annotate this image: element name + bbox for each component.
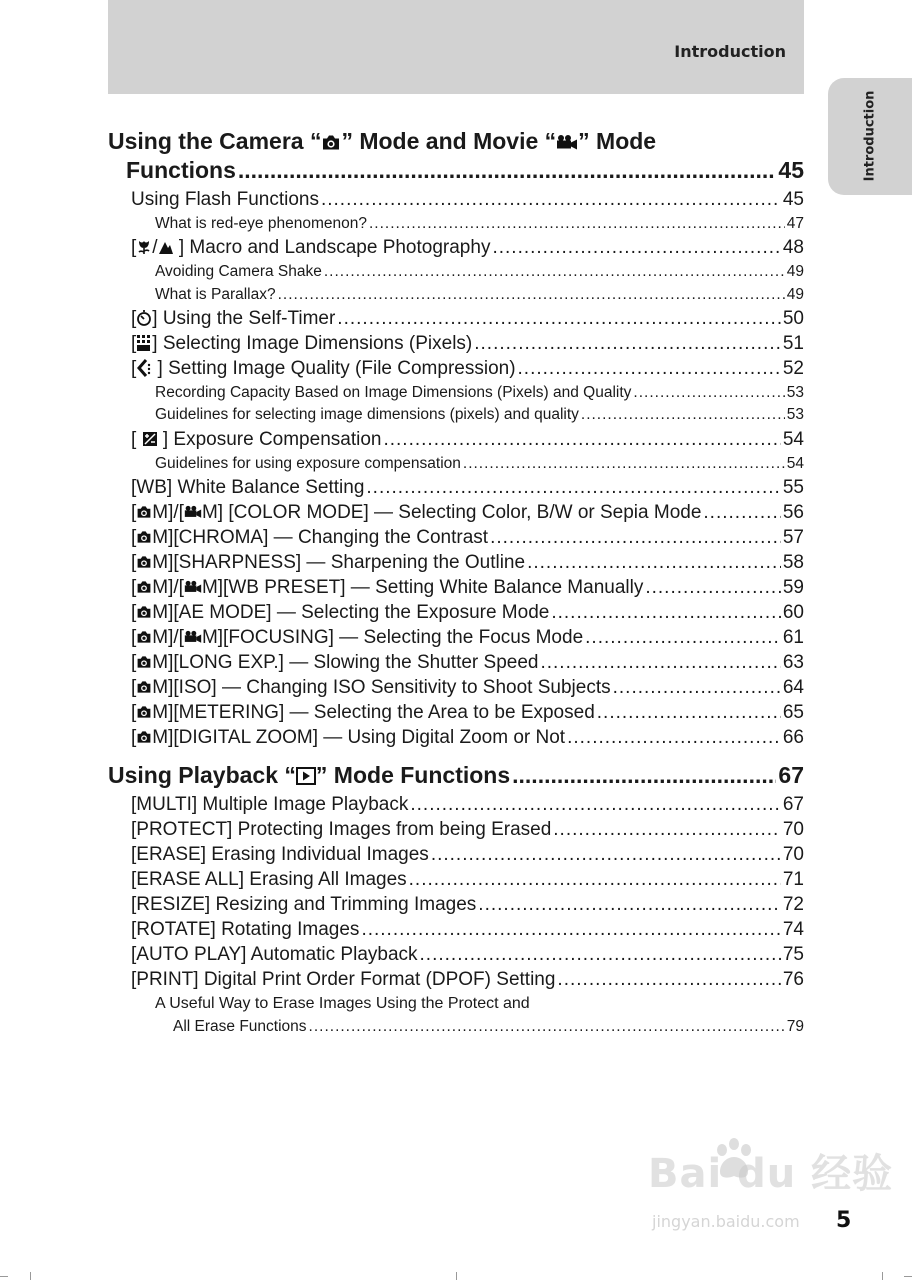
side-tab-label: Introduction	[862, 90, 878, 182]
movie-camera-icon	[184, 580, 202, 594]
toc-entry[interactable]: [ M][DIGITAL ZOOM] — Using Digital Zoom or Not ..... 66	[131, 727, 804, 749]
toc-entry[interactable]: [ M][CHROMA] — Changing the Contrast ..... 57	[131, 527, 804, 549]
toc-entry[interactable]: [ / ] Macro and Landscape Photography ..... 48	[131, 237, 804, 259]
header-bar	[108, 0, 804, 94]
toc-entry[interactable]: Using Flash Functions ..... 45	[131, 189, 804, 211]
watermark-url: jingyan.baidu.com	[652, 1212, 800, 1231]
toc-subentry-line1: A Useful Way to Erase Images Using the Protect and	[155, 995, 530, 1012]
trim-mark	[456, 1272, 457, 1280]
toc-entry[interactable]: [WB] White Balance Setting ..... 55	[131, 477, 804, 499]
toc-entry[interactable]: [ M][AE MODE] — Selecting the Exposure Mode ..... 60	[131, 602, 804, 624]
footer-page-number: 5	[836, 1208, 852, 1233]
toc-subentry[interactable]: Avoiding Camera Shake ..... 49	[155, 263, 804, 281]
toc-entry[interactable]: [ ] Using the Self-Timer ..... 50	[131, 308, 804, 330]
toc-entry[interactable]: [ M][LONG EXP.] — Slowing the Shutter Speed ..... 63	[131, 652, 804, 674]
camera-icon	[321, 134, 341, 151]
toc-entry[interactable]: [PROTECT] Protecting Images from being Erased ..... 70	[131, 819, 804, 841]
camera-icon	[136, 630, 152, 644]
toc-subentry[interactable]: What is Parallax? ..... 49	[155, 286, 804, 304]
self-timer-icon	[136, 310, 152, 326]
toc-entry[interactable]: [ M][SHARPNESS] — Sharpening the Outline ..... 58	[131, 552, 804, 574]
trim-mark	[0, 1276, 8, 1277]
toc-entry[interactable]: [ ] Exposure Compensation ..... 54	[131, 429, 804, 451]
image-quality-icon	[136, 359, 152, 377]
toc-entry[interactable]: [ M][METERING] — Selecting the Area to be Exposed ..... 65	[131, 702, 804, 724]
toc-subentry[interactable]: Guidelines for selecting image dimensions (pixels) and quality ..... 53	[155, 406, 804, 424]
camera-icon	[136, 680, 152, 694]
toc-entry[interactable]: [PRINT] Digital Print Order Format (DPOF) Setting ..... 76	[131, 969, 804, 991]
toc-subentry[interactable]: What is red-eye phenomenon? ..... 47	[155, 215, 804, 233]
image-size-icon	[136, 334, 152, 352]
toc-entry[interactable]: [MULTI] Multiple Image Playback ..... 67	[131, 794, 804, 816]
toc-section-entry[interactable]: Functions ..... 45	[126, 157, 804, 184]
toc-entry[interactable]: [ M]/[ M][FOCUSING] — Selecting the Focus Mode ..... 61	[131, 627, 804, 649]
toc-entry[interactable]: [ M][ISO] — Changing ISO Sensitivity to Shoot Subjects ..... 64	[131, 677, 804, 699]
side-tab	[828, 78, 912, 195]
camera-icon	[136, 655, 152, 669]
toc-entry[interactable]: [ ] Setting Image Quality (File Compression) ..... 52	[131, 358, 804, 380]
toc-entry[interactable]: [ERASE] Erasing Individual Images ..... 70	[131, 844, 804, 866]
toc-subentry[interactable]: Guidelines for using exposure compensation ..... 54	[155, 455, 804, 473]
playback-icon	[296, 767, 316, 785]
header-section-title: Introduction	[674, 42, 786, 61]
toc-entry[interactable]: [ M]/[ M] [COLOR MODE] — Selecting Color, B/W or Sepia Mode ..... 56	[131, 502, 804, 524]
page-number: 45	[778, 157, 804, 183]
toc-section-entry[interactable]: Using Playback “ ” Mode Functions ..... 67	[108, 762, 804, 789]
trim-mark	[882, 1272, 883, 1280]
toc-entry[interactable]: [AUTO PLAY] Automatic Playback ..... 75	[131, 944, 804, 966]
watermark-brand: Bai du 经验	[648, 1151, 894, 1197]
toc-section-heading: Using the Camera “ ” Mode and Movie “ ” Mode	[108, 128, 657, 154]
movie-camera-icon	[184, 630, 202, 644]
toc-entry[interactable]: [ERASE ALL] Erasing All Images ..... 71	[131, 869, 804, 891]
camera-icon	[136, 505, 152, 519]
toc-entry[interactable]: [RESIZE] Resizing and Trimming Images ..... 72	[131, 894, 804, 916]
toc-entry[interactable]: [ROTATE] Rotating Images ..... 74	[131, 919, 804, 941]
macro-tulip-icon	[136, 239, 152, 255]
exposure-compensation-icon	[142, 431, 158, 447]
toc-subentry[interactable]: All Erase Functions ..... 79	[173, 1018, 804, 1036]
toc-entry[interactable]: [ ] Selecting Image Dimensions (Pixels) ..... 51	[131, 333, 804, 355]
camera-icon	[136, 555, 152, 569]
camera-icon	[136, 530, 152, 544]
movie-camera-icon	[184, 505, 202, 519]
movie-camera-icon	[556, 134, 578, 151]
camera-icon	[136, 605, 152, 619]
landscape-mountain-icon	[158, 239, 174, 255]
trim-mark	[30, 1272, 31, 1280]
camera-icon	[136, 730, 152, 744]
page-number: 67	[778, 762, 804, 788]
camera-icon	[136, 580, 152, 594]
trim-mark	[904, 1276, 912, 1277]
toc-subentry[interactable]: Recording Capacity Based on Image Dimensions (Pixels) and Quality ..... 53	[155, 384, 804, 402]
camera-icon	[136, 705, 152, 719]
toc-entry[interactable]: [ M]/[ M][WB PRESET] — Setting White Balance Manually ..... 59	[131, 577, 804, 599]
